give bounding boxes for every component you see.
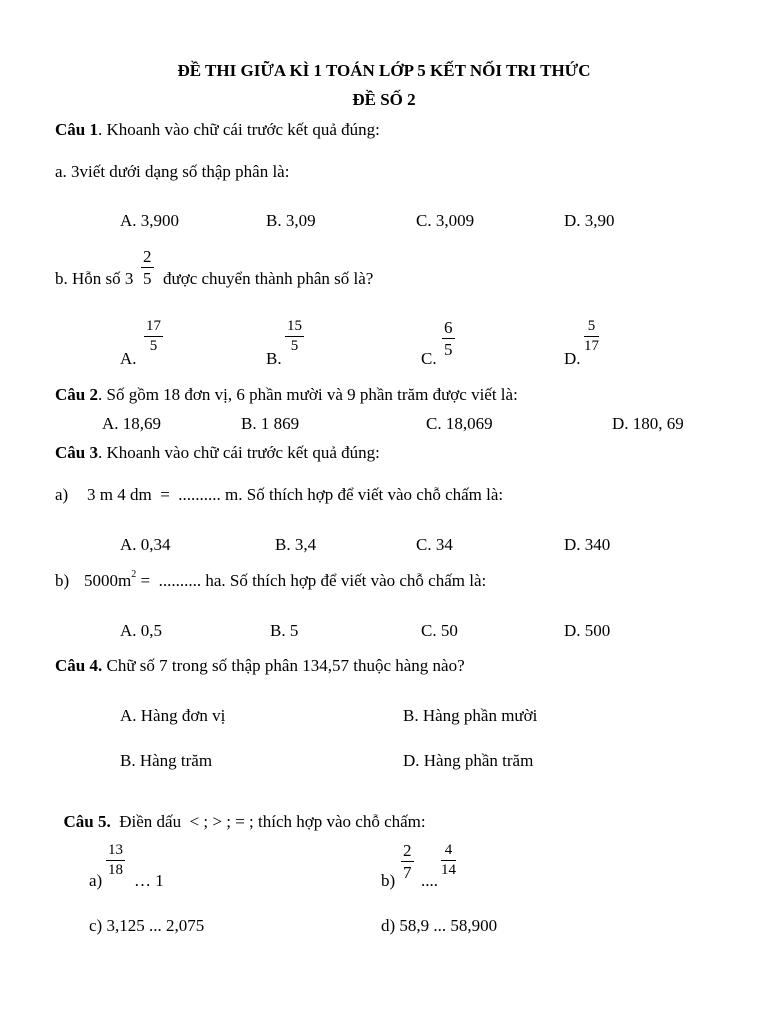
q5a-marker: a): [89, 871, 103, 890]
question-4-text: Chữ số 7 trong số thập phân 134,57 thuộc hàng nào?: [102, 656, 465, 675]
q5b-num-1: 2: [403, 841, 412, 860]
q3b-marker: b): [55, 571, 70, 590]
q1a-option-b[interactable]: B. 3,09: [266, 211, 316, 230]
q1b-mixed-fraction: [141, 248, 154, 287]
exam-subtitle: ĐỀ SỐ 2: [352, 90, 416, 109]
q3b-line: [84, 569, 487, 590]
q3a-text: 3 m 4 dm = .......... m. Số thích hợp để viết vào chỗ chấm là:: [87, 485, 504, 504]
q1b-fraction-numerator: 2: [143, 247, 152, 266]
question-3: [55, 444, 380, 461]
q3b-option-b[interactable]: B. 5: [270, 621, 299, 640]
q2-option-c[interactable]: C. 18,069: [426, 414, 493, 433]
q1b-option-a-letter[interactable]: A.: [120, 349, 137, 368]
q1b-option-b-fraction: [285, 319, 304, 354]
q3b-option-a[interactable]: A. 0,5: [120, 621, 163, 640]
question-1-label: Câu 1: [55, 120, 98, 139]
q1b-option-c-num: 6: [444, 318, 453, 337]
q3b-option-c[interactable]: C. 50: [421, 621, 458, 640]
q2-option-d[interactable]: D. 180, 69: [612, 414, 684, 433]
q1b-option-c-den: 5: [444, 340, 453, 359]
q3a-option-c[interactable]: C. 34: [416, 535, 453, 554]
q5b-dots: ....: [421, 871, 438, 890]
q3a-marker: a): [55, 485, 69, 504]
q1b-option-d-fraction: [584, 319, 599, 354]
q5b-num-2: 4: [441, 843, 456, 861]
q3a-option-b[interactable]: B. 3,4: [275, 535, 317, 554]
q1a-option-c[interactable]: C. 3,009: [416, 211, 475, 230]
q1b-option-a-num: 17: [144, 319, 163, 337]
q1b-option-b-num: 15: [285, 319, 304, 337]
question-1b-prefix: b. Hỗn số 3: [55, 269, 134, 288]
q4-option-b[interactable]: B. Hàng phần mười: [403, 706, 538, 725]
q5a-rest: … 1: [134, 871, 164, 890]
question-2-text: . Số gồm 18 đơn vị, 6 phần mười và 9 phần trăm được viết là:: [97, 385, 518, 404]
q1b-option-d-den: 17: [584, 338, 599, 354]
q1b-option-a-den: 5: [149, 338, 158, 354]
question-5-label: Câu 5.: [63, 812, 111, 831]
q5b-den-1: 7: [403, 863, 412, 882]
question-5: [55, 796, 426, 830]
q5a-den: 18: [108, 862, 123, 878]
q5d: d) 58,9 ... 58,900: [381, 916, 498, 935]
question-2: [55, 386, 518, 403]
q3a-option-d[interactable]: D. 340: [564, 535, 611, 554]
q3b-text: = .......... ha. Số thích hợp để viết vào chỗ chấm là:: [136, 571, 487, 590]
q1b-option-b-letter[interactable]: B.: [266, 349, 282, 368]
question-1: [55, 121, 380, 138]
q1b-fraction-denominator: 5: [143, 269, 152, 288]
q4-option-a[interactable]: A. Hàng đơn vị: [120, 706, 226, 725]
q1b-option-d-num: 5: [584, 319, 599, 337]
q1b-option-d-letter[interactable]: D.: [564, 349, 581, 368]
q1b-option-b-den: 5: [290, 338, 299, 354]
question-5-text: Điền dấu < ; > ; = ; thích hợp vào chỗ chấm:: [110, 812, 426, 831]
question-1-text: . Khoanh vào chữ cái trước kết quả đúng:: [97, 120, 380, 139]
exam-title: ĐỀ THI GIỮA KÌ 1 TOÁN LỚP 5 KẾT NỐI TRI THỨC: [177, 61, 591, 80]
question-4: [55, 657, 465, 674]
q2-option-a[interactable]: A. 18,69: [102, 414, 162, 433]
q3b-exponent: 2: [131, 569, 137, 580]
q3a-option-a[interactable]: A. 0,34: [120, 535, 171, 554]
q5c: c) 3,125 ... 2,075: [89, 916, 205, 935]
q1a-option-a[interactable]: A. 3,900: [120, 211, 180, 230]
q2-option-b[interactable]: B. 1 869: [241, 414, 300, 433]
q3b-value: 5000m: [84, 571, 132, 590]
q5a-fraction: [106, 843, 125, 878]
q3b-option-d[interactable]: D. 500: [564, 621, 611, 640]
question-2-label: Câu 2: [55, 385, 98, 404]
question-3-text: . Khoanh vào chữ cái trước kết quả đúng:: [97, 443, 380, 462]
q4-option-d[interactable]: D. Hàng phần trăm: [403, 751, 534, 770]
question-3-label: Câu 3: [55, 443, 98, 462]
q5a-num: 13: [106, 843, 125, 861]
q5b-fraction-1: [401, 842, 414, 881]
q5b-den-2: 14: [441, 862, 456, 878]
q1a-option-d[interactable]: D. 3,90: [564, 211, 615, 230]
question-1b-suffix: được chuyển thành phân số là?: [163, 269, 374, 288]
question-4-label: Câu 4.: [55, 656, 103, 675]
q4-option-c[interactable]: B. Hàng trăm: [120, 751, 213, 770]
q1b-option-c-fraction: [442, 319, 455, 358]
question-1a-text: a. 3viết dưới dạng số thập phân là:: [55, 162, 290, 181]
q5b-marker: b): [381, 871, 396, 890]
q1b-option-c-letter[interactable]: C.: [421, 349, 437, 368]
q1b-option-a-fraction: [144, 319, 163, 354]
q5b-fraction-2: [441, 843, 456, 878]
